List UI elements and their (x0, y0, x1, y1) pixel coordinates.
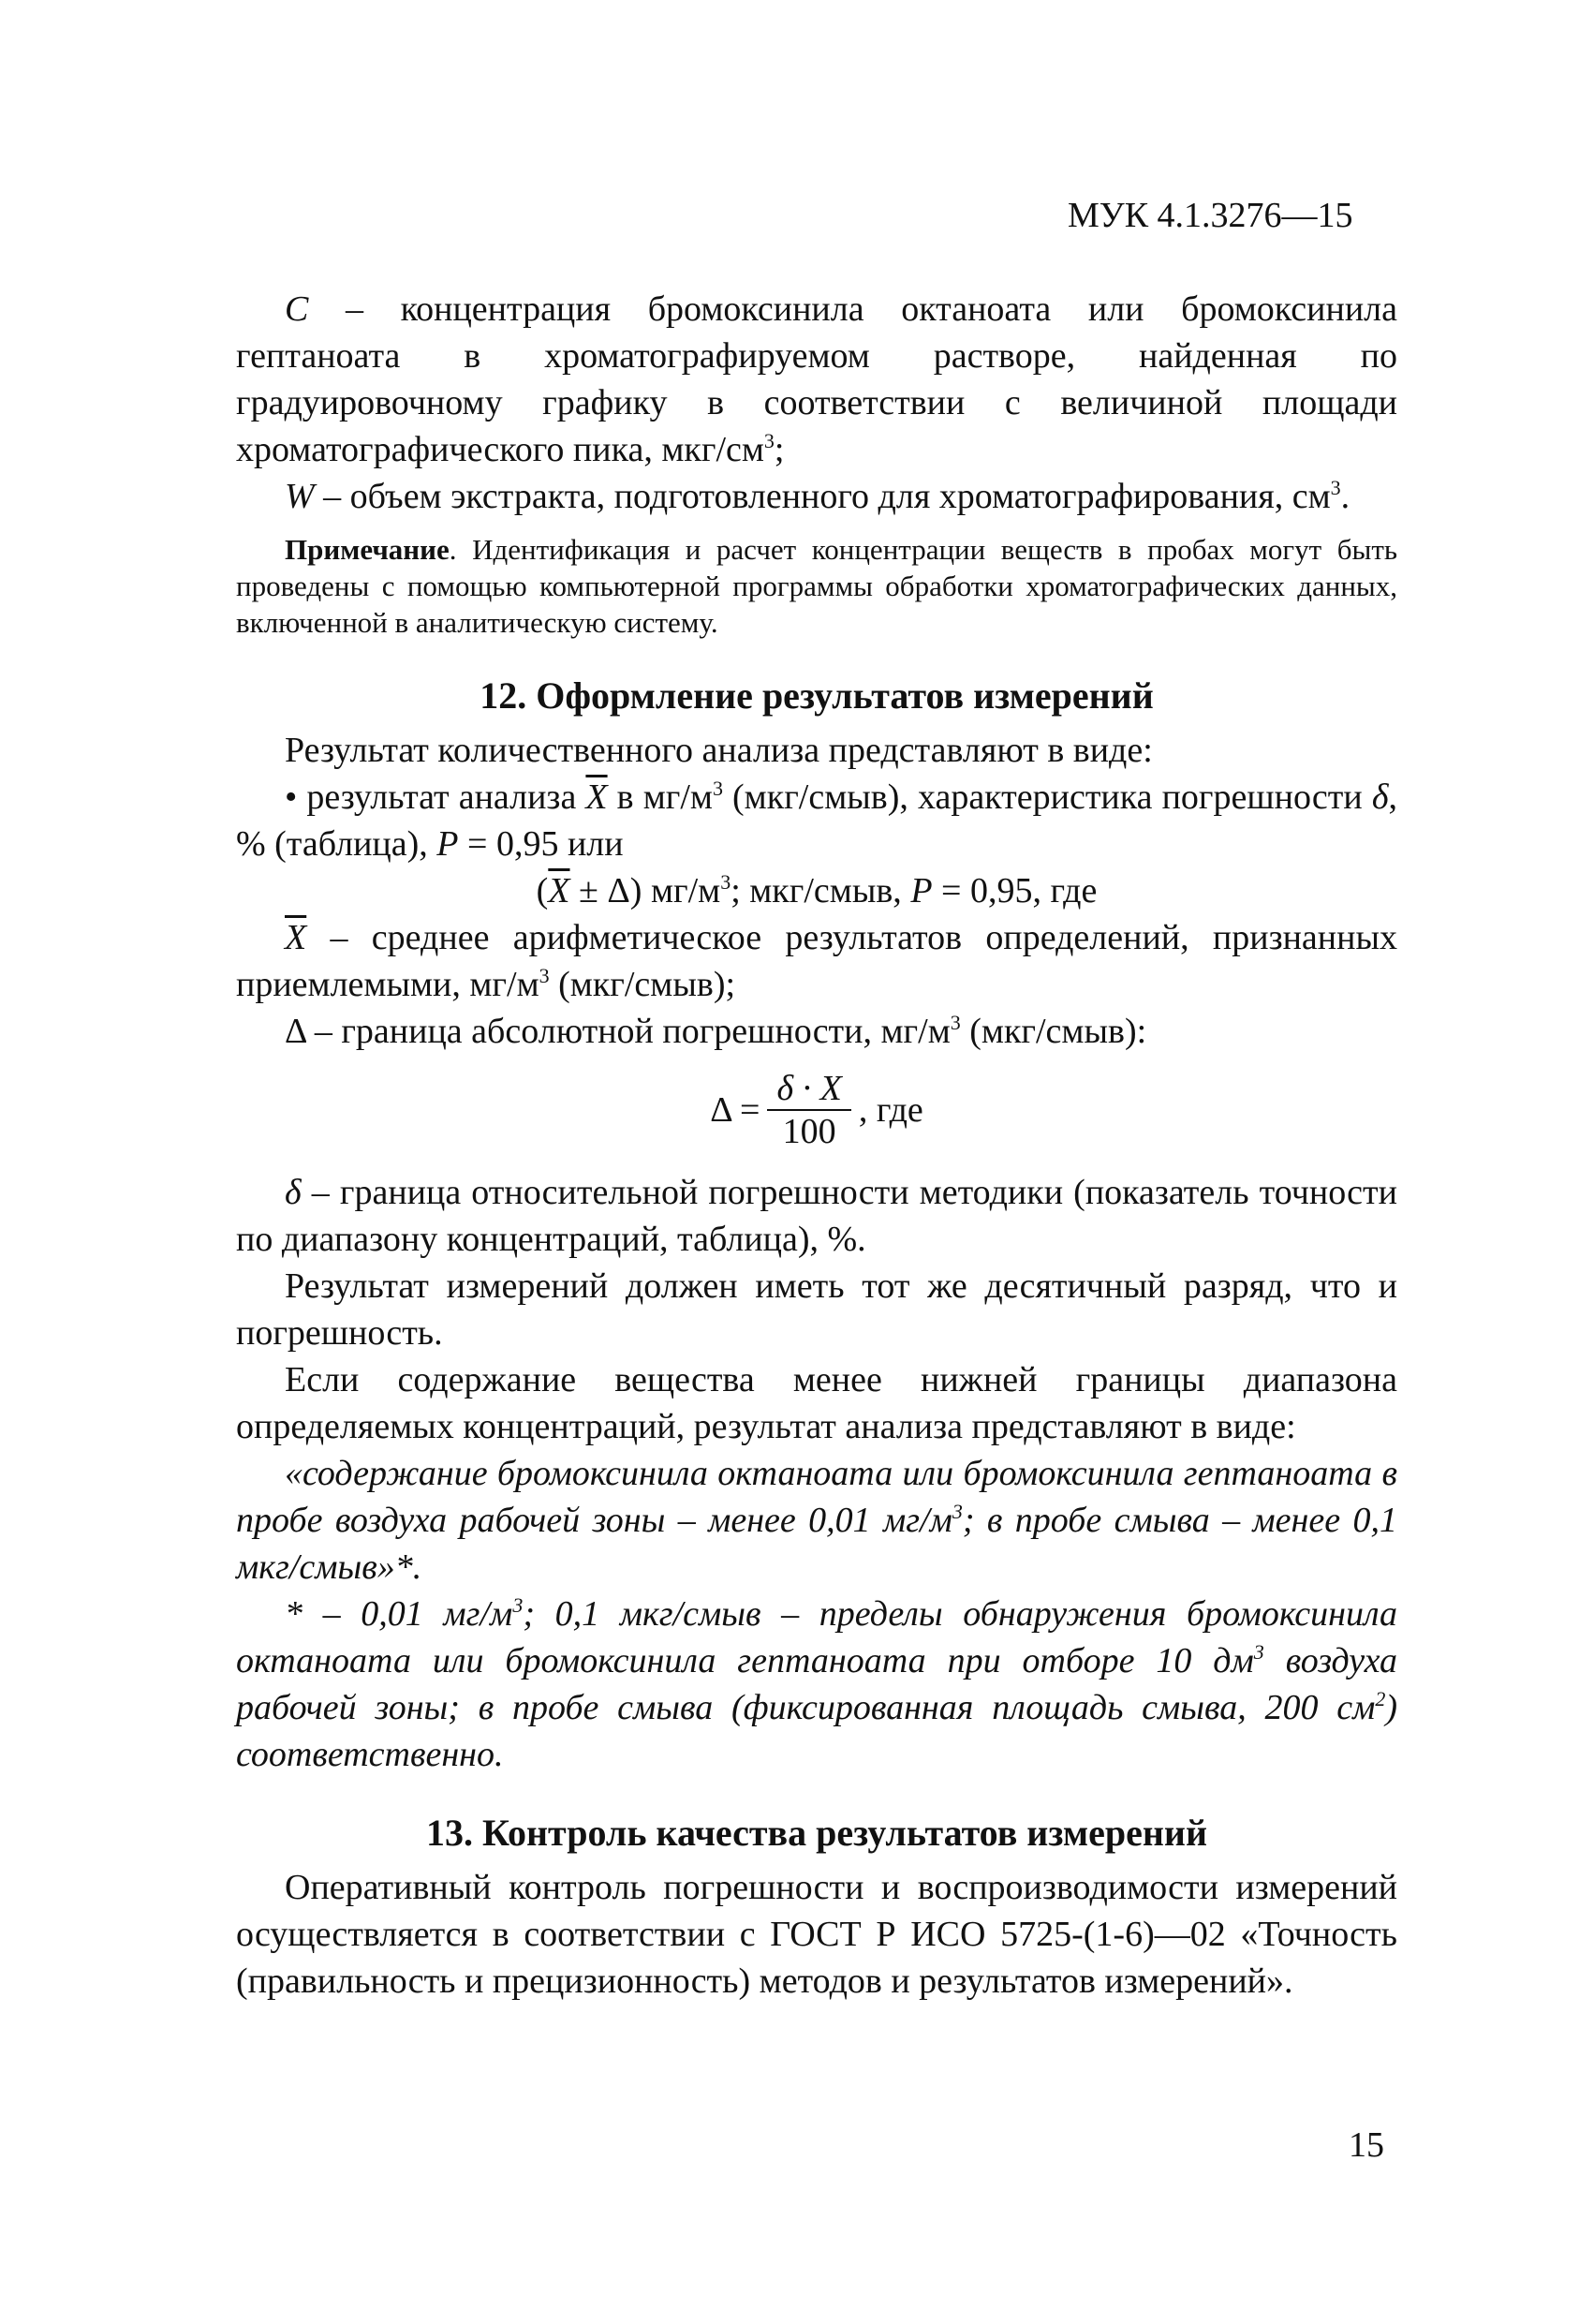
abs-error-definition (236, 1008, 1397, 1055)
note-text: . Идентификация и расчет концентрации веществ в пробах могут быть проведены с помощью компьютерной программы обработки хроматографических данных, включенной в аналитическую систему. (236, 533, 1397, 639)
definition-w-tail: . (1340, 477, 1350, 516)
footnote-paragraph (236, 1591, 1397, 1778)
definition-c-text: – концентрация бромоксинила октаноата или бромоксинила гептаноата в хроматографируемом растворе, найденная по градуировочному графику в соответствии с величиной площади хроматографического пика, мкг/см (236, 289, 1397, 469)
symbol-delta: δ (1371, 777, 1389, 817)
quote-text: «содержание бромоксинила октаноата или бромоксинила гептаноата в пробе воздуха рабочей зоны – менее 0,01 мг/м (236, 1454, 1397, 1540)
symbol-x-bar: $\overline{X}$ (548, 871, 570, 910)
symbol-delta: δ (285, 1173, 302, 1212)
definition-w (236, 473, 1397, 520)
quote-text: ; в пробе смыва – менее 0,1 мкг/смыв»*. (236, 1501, 1397, 1587)
result-text: ± Δ) мг/м (569, 871, 721, 910)
superscript: 3 (952, 1500, 963, 1523)
delta-definition (236, 1169, 1397, 1263)
result-text: ( (536, 871, 549, 910)
superscript: 3 (1253, 1640, 1264, 1664)
footnote-text: * – 0,01 мг/м (285, 1594, 513, 1634)
result-text: ; мкг/смыв, (731, 871, 911, 910)
symbol-p: P (910, 871, 933, 910)
definition-c (236, 286, 1397, 473)
formula-denominator: 100 (782, 1112, 836, 1151)
footnote-text: ) соответственно. (236, 1688, 1397, 1774)
definition-text: (мкг/смыв); (549, 965, 736, 1004)
document-code: МУК 4.1.3276—15 (1068, 196, 1353, 235)
xbar-definition (236, 914, 1397, 1008)
symbol-p: P (436, 824, 459, 864)
superscript: 2 (1375, 1687, 1386, 1710)
symbol-c: C (285, 289, 309, 329)
symbol-w: W (285, 477, 315, 516)
symbol-x-bar: $\overline{X}$ (585, 777, 608, 817)
formula-numerator: δ · X (767, 1068, 850, 1111)
note-label: Примечание (285, 533, 450, 566)
bullet-text: = 0,95 или (458, 824, 624, 864)
quote-paragraph (236, 1450, 1397, 1591)
definition-text: – среднее арифметическое результатов определений, признанных приемлемыми, мг/м (236, 918, 1397, 1004)
formula-fraction (767, 1068, 850, 1152)
superscript: 3 (763, 429, 775, 452)
result-form (236, 867, 1397, 914)
bullet-text: • результат анализа (285, 777, 586, 817)
section-13-title: 13. Контроль качества результатов измерений (426, 1812, 1207, 1854)
bullet-text: , % (таблица), (236, 777, 1397, 864)
definition-w-text: – объем экстракта, подготовленного для хроматографирования, см (314, 477, 1331, 516)
superscript: 3 (512, 1593, 524, 1617)
superscript: 3 (720, 870, 731, 894)
superscript: 3 (712, 777, 723, 800)
result-text: = 0,95, где (932, 871, 1098, 910)
superscript: 3 (1330, 476, 1341, 499)
footnote-text: воздуха рабочей зоны; в пробе смыва (фиксированная площадь смыва, 200 см (236, 1641, 1397, 1727)
decimal-paragraph: Результат измерений должен иметь тот же десятичный разряд, что и погрешность. (236, 1266, 1397, 1353)
footnote-text: ; 0,1 мкг/смыв – пределы обнаружения бромоксинила октаноата или бромоксинила гептаноата при отборе 10 дм (236, 1594, 1397, 1680)
formula-tail: , где (858, 1090, 923, 1130)
symbol-x-bar: $\overline{X}$ (285, 918, 307, 957)
result-bullet (236, 774, 1397, 867)
page-number: 15 (1349, 2125, 1384, 2165)
below-limit-paragraph: Если содержание вещества менее нижней границы диапазона определяемых концентраций, результат анализа представляют в виде: (236, 1360, 1397, 1446)
formula-lhs: Δ = (710, 1090, 760, 1130)
section-12-title: 12. Оформление результатов измерений (480, 674, 1154, 717)
bullet-text: (мкг/смыв), характеристика погрешности (722, 777, 1372, 817)
definition-text: – граница относительной погрешности методики (показатель точности по диапазону концентраций, таблица), %. (236, 1173, 1397, 1259)
superscript: 3 (950, 1011, 961, 1034)
section-13-text: Оперативный контроль погрешности и воспроизводимости измерений осуществляется в соответствии с ГОСТ Р ИСО 5725-(1-6)—02 «Точность (правильность и прецизионность) методов и результатов измерений». (236, 1868, 1397, 2001)
definition-text: Δ – граница абсолютной погрешности, мг/м (285, 1012, 951, 1051)
page-body (236, 286, 1397, 2005)
definition-text: (мкг/смыв): (960, 1012, 1147, 1051)
definition-c-tail: ; (774, 430, 785, 469)
note-paragraph (236, 531, 1397, 641)
delta-formula (236, 1068, 1397, 1152)
superscript: 3 (539, 964, 550, 987)
section-12-intro: Результат количественного анализа представляют в виде: (285, 731, 1153, 770)
bullet-text: в мг/м (607, 777, 713, 817)
